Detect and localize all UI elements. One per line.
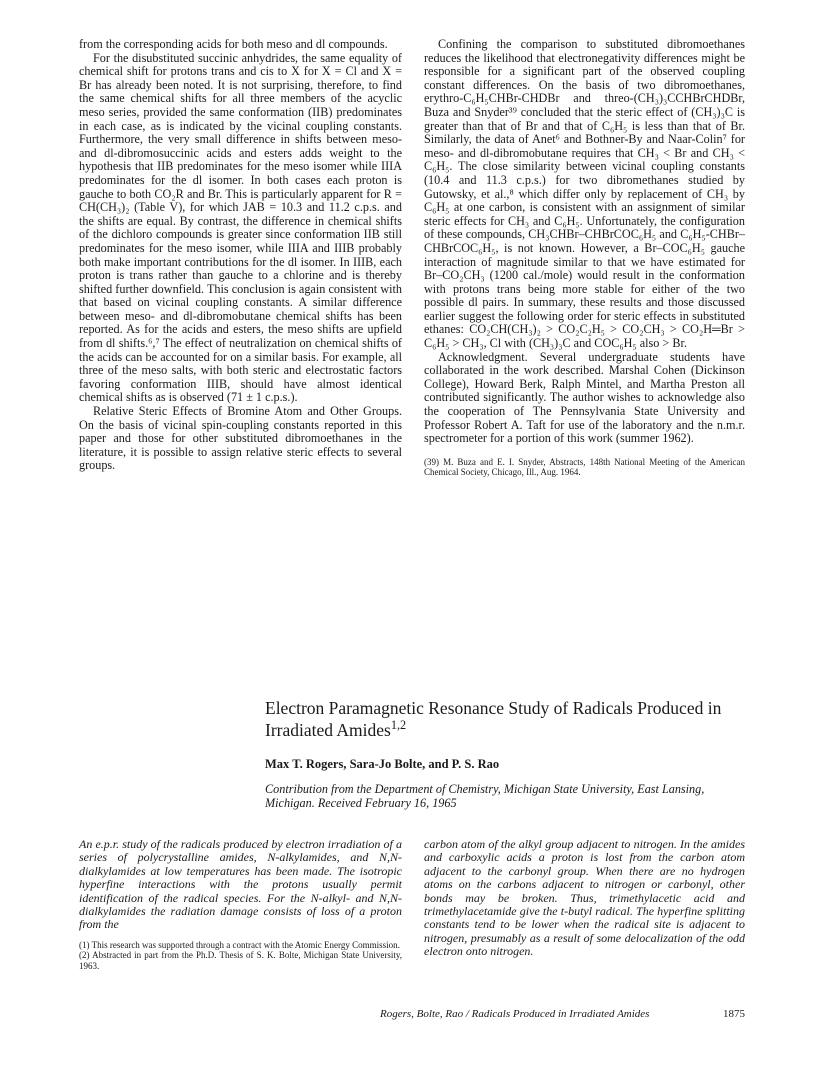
- page-number: 1875: [723, 1008, 745, 1020]
- paragraph: For the disubstituted succinic anhydrides, the same equality of chemical shift for protons trans and cis to X for X = Cl and X = Br has already been noted. It is not surprising, therefore, to find the same chemical shifts for all three members of the acyclic meso series, provided the same conformation (IIB) predominates in each case, as is indicated by the vicinal coupling constants. Furthermore, the very small difference in shifts between meso- and dl-dibromosuccinic acids and esters adds weight to the hypothesis that IIB predominates for the meso isomer while IIIA predominates for the dl isomer. In both cases each proton is gauche to both CO₂R and Br. This is particularly apparent for R = CH(CH₃)₂ (Table V), for which JAB = 10.3 and 11.2 c.p.s. and the shifts are equal. By contrast, the difference in chemical shifts of the dichloro compounds is greater since conformation IIB still predominates for the meso isomer, while IIIA and IIIB probably both make important contributions for the dl isomer. In IIIB, each proton is trans rather than gauche to a chlorine and is thereby shifted further downfield. This conclusion is again consistent with that based on vicinal coupling constants. A similar difference between meso- and dl-dibromobutane chemical shifts has been reported. As for the acids and esters, the meso shifts are upfield from dl shifts.⁶,⁷ The effect of neutralization on chemical shifts of the acids can be accounted for on a similar basis. For example, all three of the meso salts, with both steric and electrostatic factors favoring conformation IIIB, should have almost identical chemical shifts as is observed (71 ± 1 c.p.s.).: [79, 50, 402, 405]
- received-date: Received February 16, 1965: [317, 796, 457, 810]
- running-title: Rogers, Bolte, Rao / Radicals Produced in Irradiated Amides: [380, 1008, 650, 1020]
- title-footnote-marks: 1,2: [390, 718, 407, 733]
- paragraph: from the corresponding acids for both meso and dl compounds.: [79, 37, 388, 51]
- footnotes: [79, 940, 402, 972]
- footnote-2: (2) Abstracted in part from the Ph.D. Thesis of S. K. Bolte, Michigan State University, 1963.: [79, 950, 402, 972]
- abstract-text: An e.p.r. study of the radicals produced by electron irradiation of a series of polycrystalline amides, N-alkylamides, and N,N-dialkylamides at low temperatures has been made. The isotropic hyperfine interactions with the protons usually permit identification of the radical species. For the N-alkyl- and N,N-dialkylamides the radiation damage consists of loss of a proton from the: [79, 837, 402, 932]
- acknowledgment: Acknowledgment. Several undergraduate students have collaborated in the work described. Marshal Cohen (Dickinson College), Howard Berk, Ralph Mintel, and Martha Preston all contributed significantly. The author wishes to acknowledge also the cooperation of The Pennsylvania State University and Professor Robert A. Taft for use of the laboratory and the n.m.r. spectrometer for a portion of this work (summer 1962).: [424, 349, 745, 446]
- abstract-left-column: [79, 838, 402, 972]
- affiliation-text: Contribution from the Department of Chemistry, Michigan State University, East Lansing, Michigan.: [265, 782, 705, 810]
- running-footer: [380, 1008, 745, 1020]
- footnote-1: (1) This research was supported through a contract with the Atomic Energy Commission.: [79, 939, 400, 950]
- abstract-right-column: [424, 838, 745, 959]
- top-right-column: [424, 38, 745, 478]
- abstract-text: carbon atom of the alkyl group adjacent to nitrogen. In the amides and carboxylic acids a proton is lost from the carbon atom adjacent to the carbonyl group. When there are no hydrogen atoms on the carbons adjacent to nitrogen or carbonyl, other bonds may be broken. Thus, trimethylacetic acid and trimethylacetamide give the t-butyl radical. The hyperfine splitting constants tend to be lower when the radical site is adjacent to nitrogen, presumably as a result of some delocalization of the odd electron onto nitrogen.: [424, 837, 745, 959]
- article-title: Electron Paramagnetic Resonance Study of Radicals Produced in Irradiated Amides$^{1,2}$: [265, 698, 722, 740]
- paragraph: Confining the comparison to substituted dibromoethanes reduces the likelihood that electronegativity differences might be responsible for a significant part of the observed coupling constant differences. On the basis of two dibromoethanes, erythro-C₆H₅CHBr-CHDBr and threo-(CH₃)₃CCHBrCHDBr, Buza and Snyder³⁹ concluded that the steric effect of (CH₃)₃C is greater than that of Br and that of C₆H₅ is less than that of Br. Similarly, the data of Anet⁶ and Bothner-By and Naar-Colin⁷ for meso- and dl-dibromobutane requires that CH₃ < Br and CH₃ < C₆H₅. The close similarity between vicinal coupling constants (10.4 and 11.3 c.p.s.) for two dibromethanes studied by Gutowsky, et al.,⁸ which differ only by replacement of CH₃ by C₆H₅ at one carbon, is consistent with an assignment of similar steric effects for CH₃ and C₆H₅. Unfortunately, the configuration of these compounds, CH₃CHBr–CHBrCOC₆H₅ and C₆H₅-CHBr–CHBrCOC₆H₅, is not known. However, a Br–COC₆H₅ gauche interaction of magnitude similar to that we have estimated for Br–CO₂CH₃ (1200 cal./mole) would result in the conformation with protons trans being more stable for either of the two possible dl pairs. In summary, these results and those discussed earlier suggest the following order for steric effects in substituted ethanes: CO₂CH(CH₃)₂ > CO₂C₂H₅ > CO₂CH₃ > CO₂H═Br > C₆H₅ > CH₃, Cl with (CH₃)₃C and COC₆H₅ also > Br.: [424, 37, 745, 351]
- footnote-39: (39) M. Buza and E. I. Snyder, Abstracts, 148th National Meeting of the American Chemical Society, Chicago, Ill., Aug. 1964.: [424, 456, 745, 478]
- affiliation: [265, 782, 745, 810]
- top-left-column: [79, 38, 402, 473]
- article-header: [265, 697, 745, 810]
- authors: Max T. Rogers, Sara-Jo Bolte, and P. S. Rao: [265, 757, 500, 771]
- paragraph-steric-effects: Relative Steric Effects of Bromine Atom and Other Groups. On the basis of vicinal spin-coupling constants reported in this paper and those for other substituted dibromoethanes in the literature, it is possible to assign relative steric effects to several groups.: [79, 404, 402, 473]
